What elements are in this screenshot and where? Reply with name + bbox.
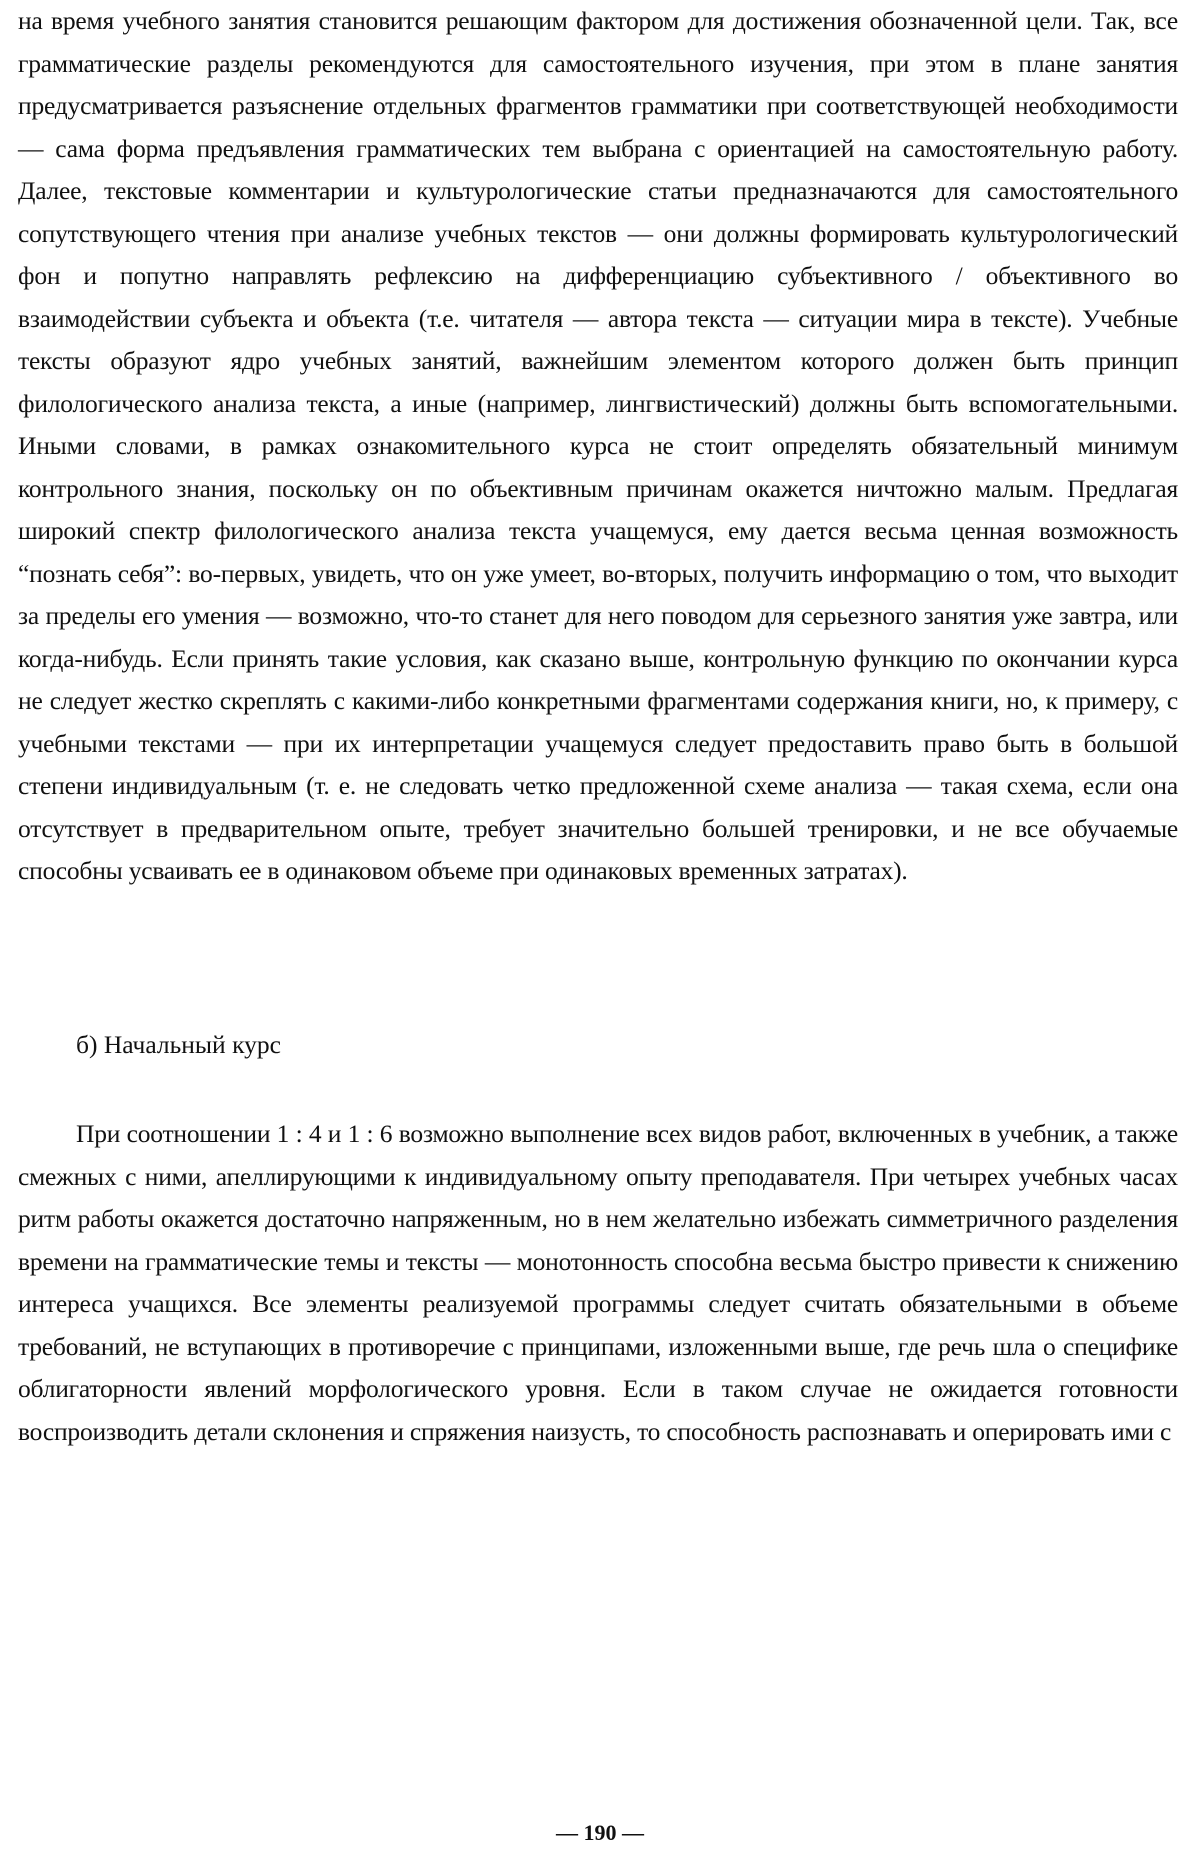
- paragraph-initial-course: [18, 1113, 1178, 1453]
- paragraph-intro-continuation: [18, 0, 1178, 893]
- section-subheading: б) Начальный курс: [76, 1030, 281, 1059]
- paragraph-text: на время учебного занятия становится решающим фактором для достижения обозначенной цели. Так, все грамматические разделы рекомендуются для самостоятельного изучения, при этом в плане занятия предусматривается разъяснение отдельных фрагментов грамматики при соответствующей необходимости — сама форма предъявления грамматических тем выбрана с ориентацией на самостоятельную работу. Далее, текстовые комментарии и культурологические статьи предназначаются для самостоятельного сопутствующего чтения при анализе учебных текстов — они должны формировать культурологический фон и попутно направлять рефлексию на дифференциацию субъективного / объективного во взаимодействии субъекта и объекта (т.е. читателя — автора текста — ситуации мира в тексте). Учебные тексты образуют ядро учебных занятий, важнейшим элементом которого должен быть принцип филологического анализа текста, а иные (например, лингвистический) должны быть вспомогательными. Иными словами, в рамках ознакомительного курса не стоит определять обязательный минимум контрольного знания, поскольку он по объективным причинам окажется ничтожно малым. Предлагая широкий спектр филологического анализа текста учащемуся, ему дается весьма ценная возможность “познать себя”: во-первых, увидеть, что он уже умеет, во-вторых, получить информацию о том, что выходит за пределы его умения — возможно, что-то станет для него поводом для серьезного занятия уже завтра, или когда-нибудь. Если принять такие условия, как сказано выше, контрольную функцию по окончании курса не следует жестко скреплять с какими-либо конкретными фрагментами содержания книги, но, к примеру, с учебными текстами — при их интерпретации учащемуся следует предоставить право быть в большой степени индивидуальным (т. е. не следовать четко предложенной схеме анализа — такая схема, если она отсутствует в предварительном опыте, требует значительно большей тренировки, и не все обучаемые способны усваивать ее в одинаковом объеме при одинаковых временных затратах).: [18, 6, 1178, 885]
- page-number: — 190 —: [556, 1820, 644, 1845]
- paragraph-text: При соотношении 1 : 4 и 1 : 6 возможно выполнение всех видов работ, включенных в учебник, а также смежных с ними, апеллирующими к индивидуальному опыту преподавателя. При четырех учебных часах ритм работы окажется достаточно напряженным, но в нем желательно избежать симметричного разделения времени на грамматические темы и тексты — монотонность способна весьма быстро привести к снижению интереса учащихся. Все элементы реализуемой программы следует считать обязательными в объеме требований, не вступающих в противоречие с принципами, изложенными выше, где речь шла о специфике облигаторности явлений морфологического уровня. Если в таком случае не ожидается готовности воспроизводить детали склонения и спряжения наизусть, то способность распознавать и оперировать ими с: [18, 1119, 1178, 1446]
